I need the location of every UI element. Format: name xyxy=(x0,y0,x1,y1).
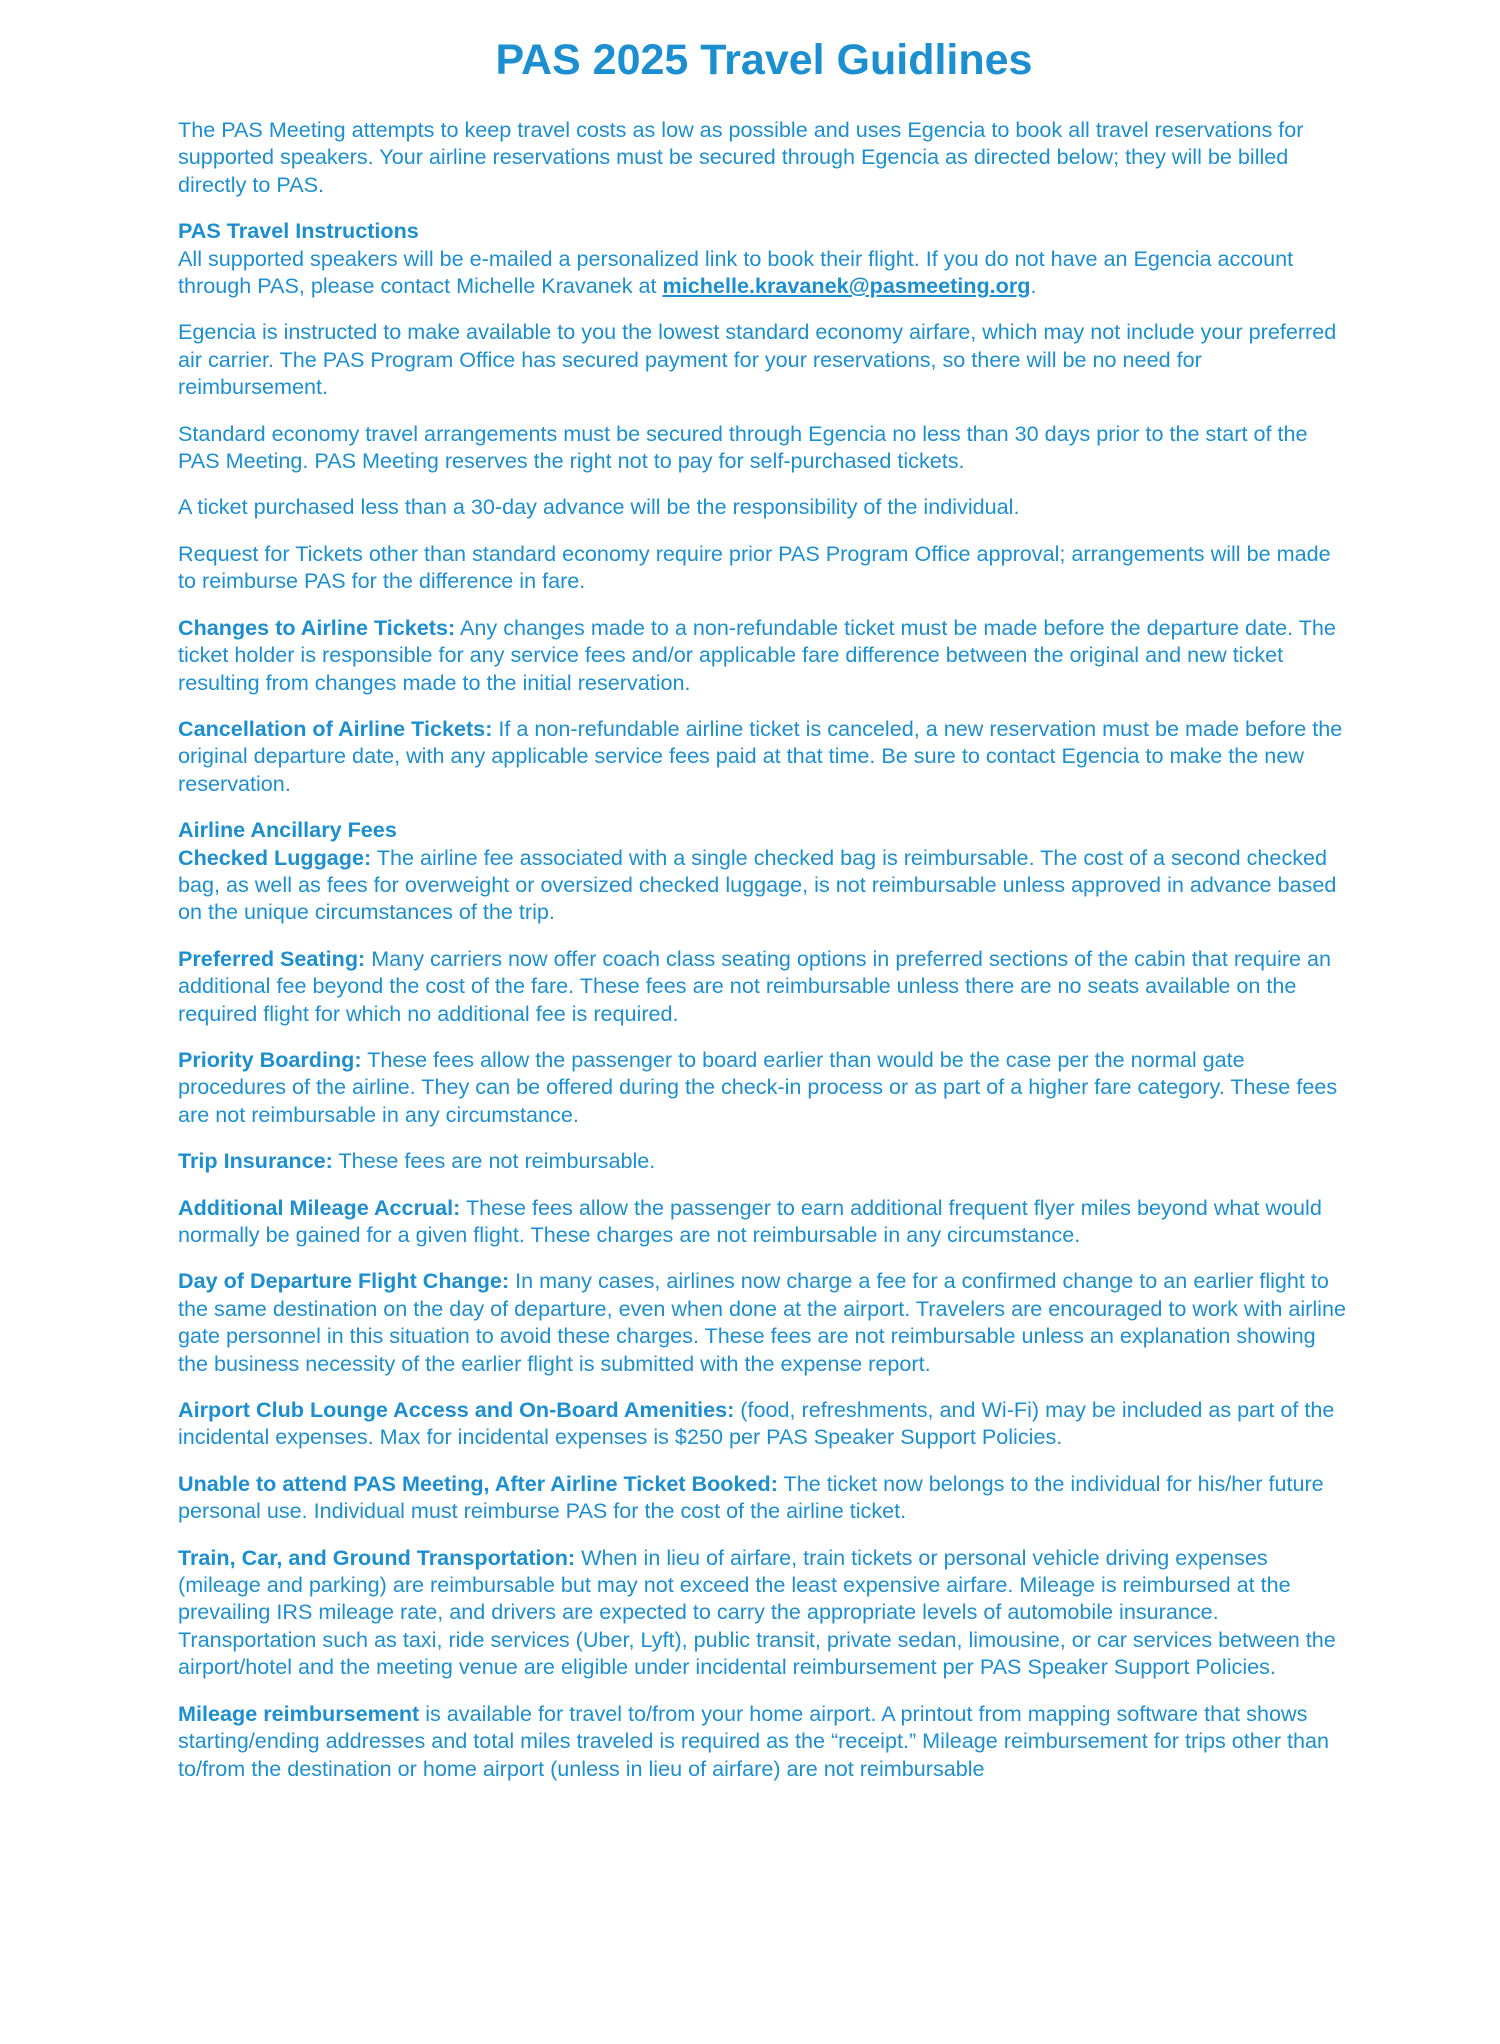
ticket-request-paragraph: Request for Tickets other than standard economy require prior PAS Program Office approval; arrangements will be made to reimburse PAS for the difference in fare. xyxy=(178,540,1331,594)
checked-luggage-text: The airline fee associated with a single checked bag is reimbursable. The cost of a second checked bag, as well as fees for overweight or oversized checked luggage, is not reimbursable unless approved in advance based on the unique circumstances of the trip. xyxy=(178,844,1337,925)
preferred-seating-label: Preferred Seating: xyxy=(178,945,366,971)
checked-luggage-label: Checked Luggage: xyxy=(178,844,372,870)
trip-insurance-section xyxy=(178,1147,1350,1174)
ancillary-fees-heading: Airline Ancillary Fees xyxy=(178,817,397,843)
cancellation-text: If a non-refundable airline ticket is canceled, a new reservation must be made before the original departure date, with any applicable service fees paid at that time. Be sure to contact Egencia to make the new reservation. xyxy=(178,715,1343,796)
priority-boarding-text: These fees allow the passenger to board earlier than would be the case per the normal gate procedures of the airline. They can be offered during the check-in process or as part of a higher fare category. These fees are not reimbursable in any circumstance. xyxy=(178,1046,1338,1127)
ancillary-fees-section xyxy=(178,816,1350,926)
egencia-paragraph: Egencia is instructed to make available to you the lowest standard economy airfare, which may not include your preferred air carrier. The PAS Program Office has secured payment for your reservations, so there will be no need for reimbursement. xyxy=(178,319,1337,400)
contact-email-link[interactable]: michelle.kravanek@pasmeeting.org xyxy=(662,273,1031,299)
travel-instructions-section xyxy=(178,217,1350,299)
mileage-reimbursement-section xyxy=(178,1700,1350,1782)
mileage-reimbursement-text: is available for travel to/from your home airport. A printout from mapping software that shows starting/ending addresses and total miles traveled is required as the “receipt.” Mileage reimbursement for trips other than to/from the destination or home airport (unless in lieu of airfare) are not reimbursable xyxy=(178,1700,1330,1781)
lounge-label: Airport Club Lounge Access and On-Board Amenities: xyxy=(178,1397,735,1423)
preferred-seating-section xyxy=(178,945,1350,1027)
cancellation-section xyxy=(178,715,1350,797)
departure-change-section xyxy=(178,1267,1350,1377)
trip-insurance-text: These fees are not reimbursable. xyxy=(332,1148,656,1174)
priority-boarding-section xyxy=(178,1046,1350,1128)
mileage-accrual-text: These fees allow the passenger to earn additional frequent flyer miles beyond what would normally be gained for a given flight. These charges are not reimbursable in any circumstance. xyxy=(178,1194,1322,1247)
mileage-accrual-label: Additional Mileage Accrual: xyxy=(178,1194,461,1220)
trip-insurance-label: Trip Insurance: xyxy=(178,1148,333,1174)
priority-boarding-label: Priority Boarding: xyxy=(178,1046,362,1072)
travel-instructions-text: All supported speakers will be e-mailed a personalized link to book their flight. If you do not have an Egencia account through PAS, please contact Michelle Kravanek at xyxy=(178,245,1294,299)
mileage-accrual-section xyxy=(178,1194,1350,1249)
unable-to-attend-section xyxy=(178,1470,1350,1525)
ground-transportation-label: Train, Car, and Ground Transportation: xyxy=(178,1544,576,1570)
travel-instructions-heading: PAS Travel Instructions xyxy=(178,218,419,244)
travel-instructions-end: . xyxy=(1030,273,1037,299)
intro-paragraph: The PAS Meeting attempts to keep travel costs as low as possible and uses Egencia to book all travel reservations for supported speakers. Your airline reservations must be secured through Egencia as directed below; they will be billed directly to PAS. xyxy=(178,117,1304,197)
standard-economy-paragraph: Standard economy travel arrangements must be secured through Egencia no less than 30 days prior to the start of the PAS Meeting. PAS Meeting reserves the right not to pay for self-purchased tickets. xyxy=(178,420,1308,474)
lounge-text: (food, refreshments, and Wi-Fi) may be included as part of the incidental expenses. Max for incidental expenses is $250 per PAS Speaker Support Policies. xyxy=(178,1397,1335,1450)
preferred-seating-text: Many carriers now offer coach class seating options in preferred sections of the cabin that require an additional fee beyond the cost of the fare. These fees are not reimbursable unless there are no seats available on the required flight for which no additional fee is required. xyxy=(178,945,1332,1026)
cancellation-label: Cancellation of Airline Tickets: xyxy=(178,715,493,741)
advance-purchase-paragraph: A ticket purchased less than a 30-day advance will be the responsibility of the individual. xyxy=(178,494,1020,520)
changes-text: Any changes made to a non-refundable ticket must be made before the departure date. The ticket holder is responsible for any service fees and/or applicable fare difference between the original and new ticket resulting from changes made to the initial reservation. xyxy=(178,614,1336,695)
ground-transportation-text: When in lieu of airfare, train tickets or personal vehicle driving expenses (mileage and parking) are reimbursable but may not exceed the least expensive airfare. Mileage is reimbursed at the prevailing IRS mileage rate, and drivers are expected to carry the appropriate levels of automobile insurance. Transportation such as taxi, ride services (Uber, Lyft), public transit, private sedan, limousine, or car services between the airport/hotel and the meeting venue are eligible under incidental reimbursement per PAS Speaker Support Policies. xyxy=(178,1544,1336,1680)
changes-label: Changes to Airline Tickets: xyxy=(178,614,456,640)
unable-to-attend-text: The ticket now belongs to the individual for his/her future personal use. Individual must reimburse PAS for the cost of the airline ticket. xyxy=(178,1470,1324,1524)
departure-change-label: Day of Departure Flight Change: xyxy=(178,1268,510,1294)
ground-transportation-section xyxy=(178,1544,1350,1681)
page-title: PAS 2025 Travel Guidlines xyxy=(495,36,1033,84)
lounge-section xyxy=(178,1396,1350,1451)
unable-to-attend-label: Unable to attend PAS Meeting, After Airline Ticket Booked: xyxy=(178,1470,778,1496)
departure-change-text: In many cases, airlines now charge a fee for a confirmed change to an earlier flight to the same destination on the day of departure, even when done at the airport. Travelers are encouraged to work with airline gate personnel in this situation to avoid these charges. These fees are not reimbursable unless an explanation showing the business necessity of the earlier flight is submitted with the expense report. xyxy=(178,1268,1346,1376)
changes-section xyxy=(178,614,1350,696)
mileage-reimbursement-label: Mileage reimbursement xyxy=(178,1700,420,1726)
